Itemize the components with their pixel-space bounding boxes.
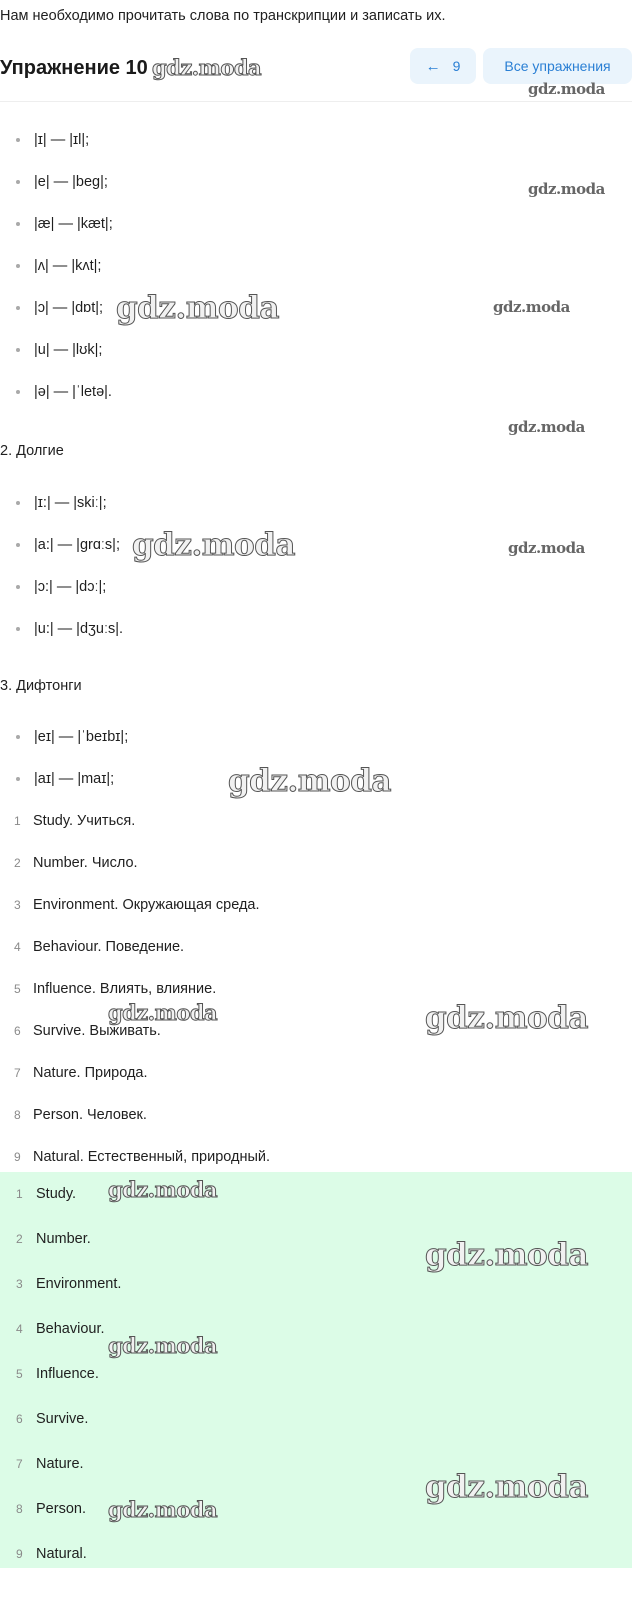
watermark: gdz.moda (108, 1333, 218, 1358)
list-item (0, 758, 600, 800)
long-vowels-heading: 2. Долгие (0, 443, 64, 459)
list-item-text: |ɔ:| — |dɔː|; (34, 579, 107, 595)
list-item (0, 884, 600, 926)
list-item (0, 926, 600, 968)
list-item (0, 1397, 600, 1442)
item-number: 4 (14, 940, 21, 954)
list-item (0, 1352, 600, 1397)
bullet-icon (16, 306, 20, 310)
answer-box (0, 1172, 632, 1568)
bullet-icon (16, 735, 20, 739)
long-vowels-list (0, 482, 600, 650)
list-item-text: |e| — |beg|; (34, 174, 108, 190)
previous-exercise-button[interactable] (410, 48, 476, 84)
item-number: 7 (16, 1457, 23, 1471)
list-item-text: |u:| — |dʒuːs|. (34, 621, 124, 637)
list-item (0, 245, 600, 287)
list-item (0, 287, 600, 329)
item-number: 3 (16, 1277, 23, 1291)
watermark: gdz.moda (108, 1177, 218, 1202)
page-title: Упражнение 10 (0, 57, 148, 79)
diphthongs-list (0, 716, 600, 800)
list-item (0, 1262, 600, 1307)
diphthongs-heading: 3. Дифтонги (0, 678, 82, 694)
list-item-text: Influence. (36, 1366, 99, 1382)
item-number: 7 (14, 1066, 21, 1080)
list-item-text: Survive. (36, 1411, 89, 1427)
bullet-icon (16, 585, 20, 589)
list-item (0, 800, 600, 842)
watermark: gdz.moda (152, 55, 262, 80)
list-item-text: Number. Число. (33, 855, 138, 871)
list-item-text: |ə| — |ˈletə|. (34, 384, 112, 400)
intro-text: Нам необходимо прочитать слова по транскрипции и записать их. (0, 8, 446, 24)
watermark: gdz.moda (116, 290, 279, 326)
list-item-text: |a:| — |grɑːs|; (34, 537, 120, 553)
watermark: gdz.moda (108, 1497, 218, 1522)
bullet-icon (16, 777, 20, 781)
list-item-text: Nature. (36, 1456, 84, 1472)
list-item (0, 1532, 600, 1577)
bullet-icon (16, 501, 20, 505)
list-item-text: Influence. Влиять, влияние. (33, 981, 217, 997)
bullet-icon (16, 543, 20, 547)
bullet-icon (16, 390, 20, 394)
list-item (0, 1172, 600, 1217)
list-item-text: |ɪ| — |ɪl|; (34, 132, 90, 148)
list-item-text: Study. Учиться. (33, 813, 136, 829)
list-item-text: Survive. Выживать. (33, 1023, 161, 1039)
list-item-text: Natural. Естественный, природный. (33, 1149, 271, 1165)
list-item (0, 329, 600, 371)
list-item (0, 482, 600, 524)
item-number: 9 (16, 1547, 23, 1561)
list-item-text: Environment. (36, 1276, 122, 1292)
item-number: 6 (14, 1024, 21, 1038)
list-item-text: Natural. (36, 1546, 87, 1562)
bullet-icon (16, 627, 20, 631)
translations-list (0, 800, 600, 1178)
bullet-icon (16, 264, 20, 268)
list-item-text: Behaviour. Поведение. (33, 939, 185, 955)
watermark: gdz.moda (108, 1000, 218, 1025)
item-number: 8 (14, 1108, 21, 1122)
list-item (0, 1487, 600, 1532)
item-number: 5 (16, 1367, 23, 1381)
item-number: 6 (16, 1412, 23, 1426)
list-item (0, 1094, 600, 1136)
list-item (0, 1307, 600, 1352)
list-item (0, 1217, 600, 1262)
list-item-text: |æ| — |kæt|; (34, 216, 113, 232)
list-item (0, 1052, 600, 1094)
list-item (0, 716, 600, 758)
bullet-icon (16, 222, 20, 226)
list-item-text: Person. (36, 1501, 86, 1517)
list-item-text: |u| — |lʊk|; (34, 342, 103, 358)
list-item (0, 161, 600, 203)
header-divider (0, 101, 632, 102)
list-item (0, 968, 600, 1010)
item-number: 9 (14, 1150, 21, 1164)
item-number: 2 (14, 856, 21, 870)
list-item (0, 842, 600, 884)
watermark: gdz.moda (228, 763, 391, 799)
all-exercises-button[interactable]: Все упражнения (483, 48, 632, 84)
watermark: gdz.moda (508, 539, 585, 557)
item-number: 1 (16, 1187, 23, 1201)
list-item-text: |ɔ| — |dɒt|; (34, 300, 104, 316)
list-item-text: Nature. Природа. (33, 1065, 148, 1081)
list-item-text: Study. (36, 1186, 77, 1202)
sticky-header (0, 0, 632, 102)
watermark: gdz.moda (528, 180, 605, 198)
list-item (0, 119, 600, 161)
watermark: gdz.moda (425, 1469, 588, 1505)
arrow-left-icon: ← (425, 57, 441, 75)
list-item-text: Number. (36, 1231, 91, 1247)
list-item (0, 524, 600, 566)
bullet-icon (16, 138, 20, 142)
bullet-icon (16, 348, 20, 352)
list-item-text: |ɪ:| — |skiː|; (34, 495, 107, 511)
bullet-icon (16, 180, 20, 184)
list-item (0, 566, 600, 608)
item-number: 1 (14, 814, 21, 828)
list-item (0, 371, 600, 413)
item-number: 3 (14, 898, 21, 912)
watermark: gdz.moda (528, 80, 605, 98)
short-vowels-list (0, 119, 600, 413)
watermark: gdz.moda (425, 1000, 588, 1036)
list-item-text: |eɪ| — |ˈbeɪbɪ|; (34, 729, 129, 745)
list-item-text: |ʌ| — |kʌt|; (34, 258, 102, 274)
item-number: 2 (16, 1232, 23, 1246)
list-item-text: Environment. Окружающая среда. (33, 897, 260, 913)
list-item-text: |aɪ| — |maɪ|; (34, 771, 115, 787)
list-item-text: Person. Человек. (33, 1107, 147, 1123)
list-item (0, 608, 600, 650)
item-number: 8 (16, 1502, 23, 1516)
list-item-text: Behaviour. (36, 1321, 105, 1337)
item-number: 4 (16, 1322, 23, 1336)
list-item (0, 1010, 600, 1052)
watermark: gdz.moda (508, 418, 585, 436)
watermark: gdz.moda (425, 1237, 588, 1273)
list-item (0, 203, 600, 245)
previous-exercise-label: 9 (452, 58, 461, 74)
item-number: 5 (14, 982, 21, 996)
watermark: gdz.moda (493, 298, 570, 316)
watermark: gdz.moda (132, 527, 295, 563)
list-item (0, 1442, 600, 1487)
answers-list (0, 1172, 600, 1577)
